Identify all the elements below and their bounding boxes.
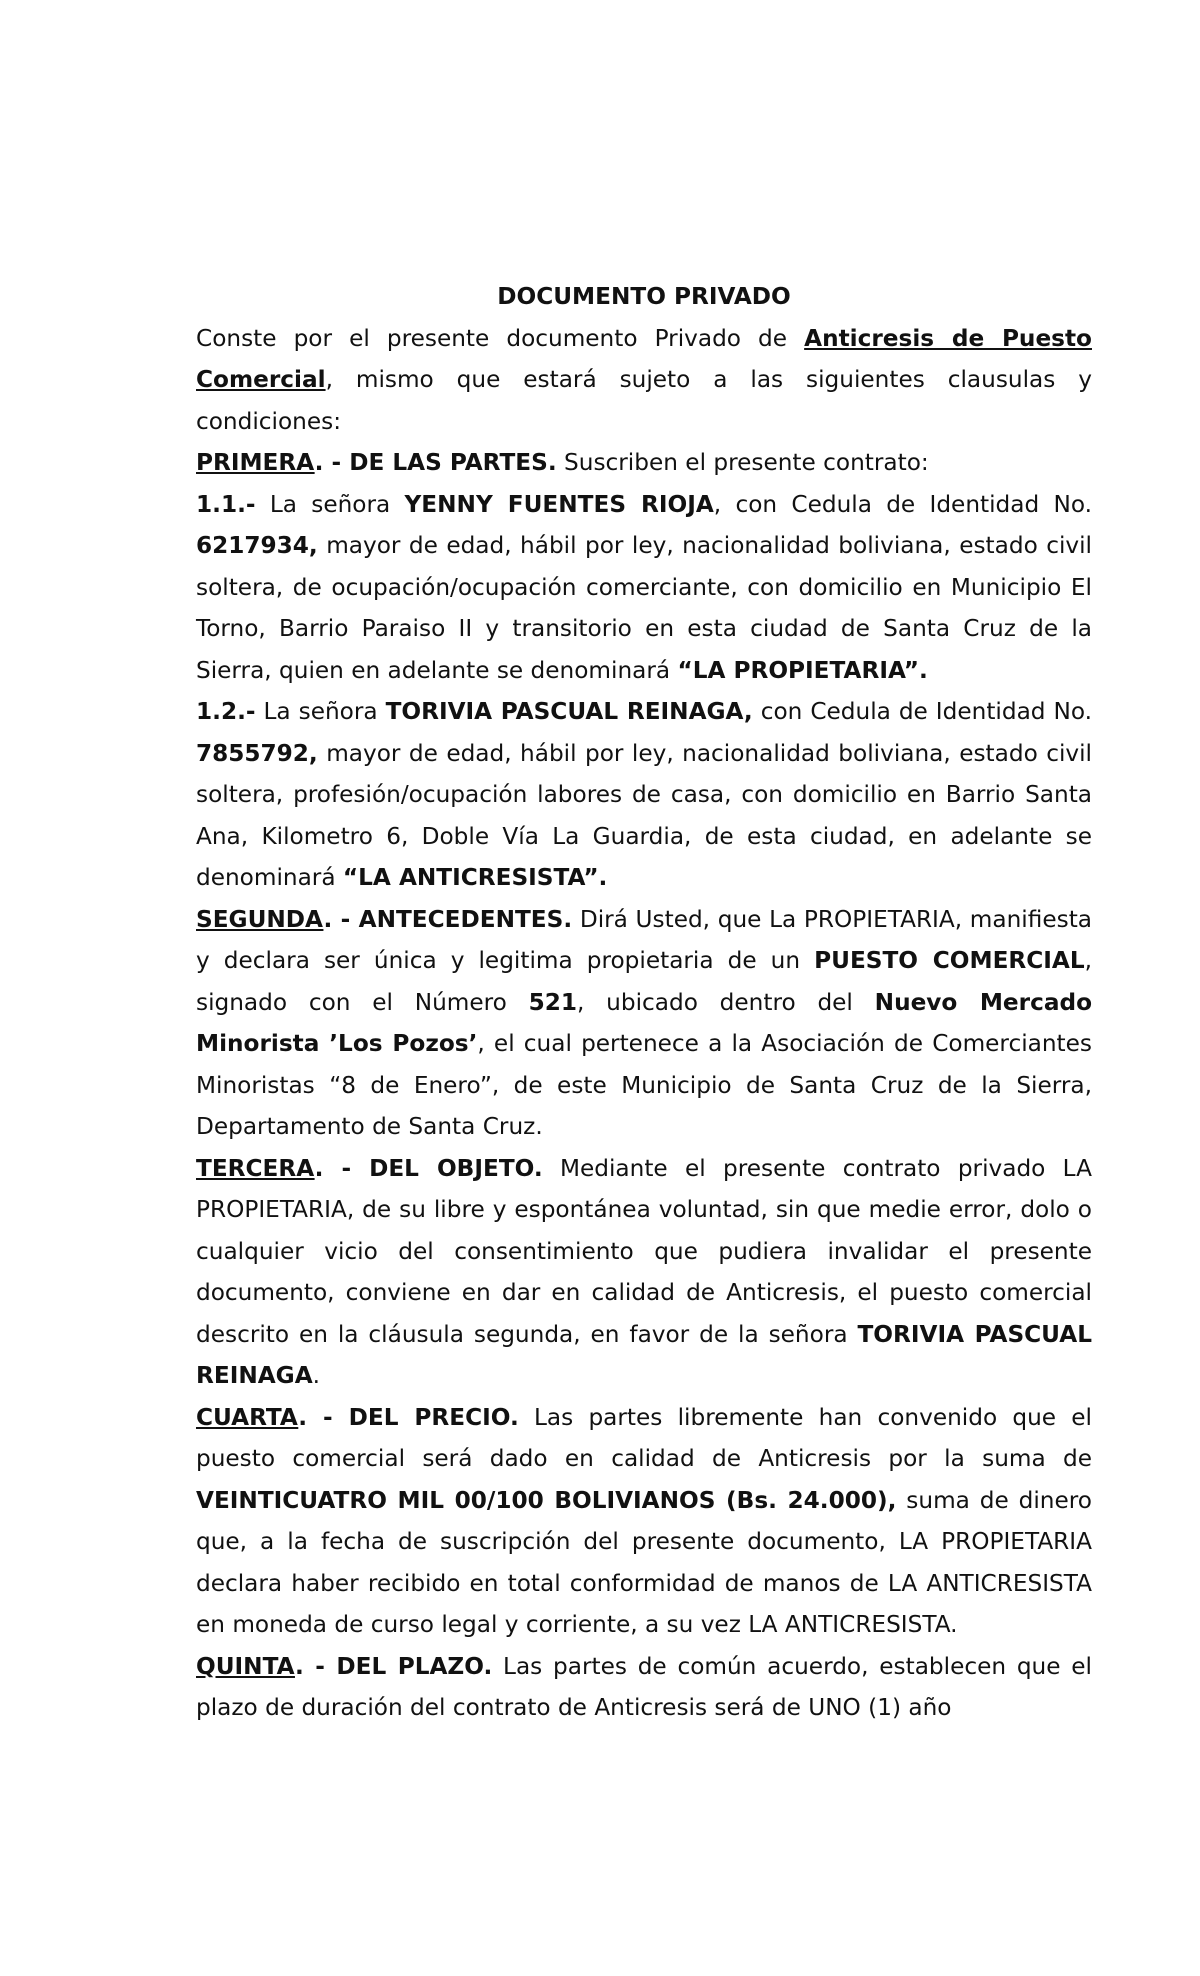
clause-label: PRIMERA	[196, 449, 315, 476]
clause-text: , el cual pertenece a la Asociación de Comerciantes Minoristas “8 de Enero”, de este Municipio de Santa Cruz de la Sierra, Departamento de Santa Cruz.	[196, 1030, 1092, 1140]
clause-text: Las partes de común acuerdo, establecen que el plazo de duración del contrato de Anticresis será de UNO (1) año	[196, 1652, 1092, 1721]
clause-text: La señora	[255, 698, 386, 725]
clause-segunda	[196, 899, 1092, 1148]
clause-heading: . - DEL PRECIO.	[298, 1403, 519, 1431]
intro-text: Conste por el presente documento Privado de	[196, 324, 805, 352]
intro-text: , mismo que estará sujeto a las siguientes clausulas y condiciones:	[196, 366, 1092, 435]
intro-paragraph	[196, 318, 1092, 443]
clause-label: SEGUNDA	[196, 905, 324, 933]
clause-text: con Cedula de Identidad No.	[752, 698, 1092, 725]
clause-text: suma de dinero que, a la fecha de suscripción del presente documento, LA PROPIETARIA declara haber recibido en total conformidad de manos de LA ANTICRESISTA en moneda de curso legal y corriente, a su vez LA ANTICRESISTA.	[196, 1486, 1092, 1638]
contract-type: Anticresis de Puesto Comercial	[196, 324, 1092, 393]
emphasis-text: PUESTO COMERCIAL	[814, 947, 1085, 974]
clause-text: Dirá Usted, que La PROPIETARIA, manifiesta y declara ser única y legitima propietaria de un	[196, 905, 1092, 974]
clause-text: mayor de edad, hábil por ley, nacionalidad boliviana, estado civil soltera, profesión/ocupación labores de casa, con domicilio en Barrio Santa Ana, Kilometro 6, Doble Vía La Guardia, de esta ciudad, en adelante se denominará	[196, 739, 1092, 891]
clause-text: Mediante el presente contrato privado LA PROPIETARIA, de su libre y espontánea voluntad, sin que medie error, dolo o cualquier vicio del consentimiento que pudiera invalidar el presente documento, conviene en dar en calidad de Anticresis, el puesto comercial descrito en la cláusula segunda, en favor de la señora	[196, 1154, 1092, 1348]
clause-heading: . - DEL PLAZO.	[294, 1652, 493, 1680]
clause-1-2	[196, 691, 1092, 899]
item-number: 1.2.-	[196, 698, 256, 725]
id-number: 7855792,	[196, 739, 318, 767]
party-role: “LA PROPIETARIA”.	[677, 656, 928, 684]
clause-text: , signado con el Número	[196, 947, 1093, 1016]
clause-tercera	[196, 1148, 1092, 1397]
emphasis-text: 521	[528, 988, 578, 1016]
clause-label: QUINTA	[196, 1652, 295, 1680]
emphasis-text: VEINTICUATRO MIL 00/100 BOLIVIANOS (Bs. 24.000),	[196, 1486, 897, 1514]
clause-text: mayor de edad, hábil por ley, nacionalidad boliviana, estado civil soltera, de ocupación/ocupación comerciante, con domicilio en Municipio El Torno, Barrio Paraiso II y transitorio en esta ciudad de Santa Cruz de la Sierra, quien en adelante se denominará	[196, 532, 1092, 684]
clause-text: Suscriben el presente contrato:	[556, 449, 929, 476]
clause-heading: . - DE LAS PARTES.	[314, 449, 557, 476]
clause-1-1	[196, 484, 1092, 692]
emphasis-text: TORIVIA PASCUAL REINAGA	[196, 1320, 1092, 1389]
clause-text: Las partes libremente han convenido que el puesto comercial será dado en calidad de Anticresis por la suma de	[196, 1403, 1092, 1472]
clause-quinta	[196, 1646, 1092, 1729]
id-number: 6217934,	[196, 532, 318, 559]
clause-text: , con Cedula de Identidad No.	[713, 490, 1092, 518]
document-page	[196, 276, 1092, 1729]
clause-primera	[196, 442, 1092, 484]
clause-heading: . - ANTECEDENTES.	[323, 905, 573, 933]
clause-text: , ubicado dentro del	[577, 988, 875, 1016]
emphasis-text: Nuevo Mercado Minorista ’Los Pozos’	[196, 988, 1092, 1057]
clause-heading: . - DEL OBJETO.	[314, 1154, 543, 1182]
clause-label: TERCERA	[196, 1154, 315, 1182]
clause-text: La señora	[255, 490, 405, 518]
document-title: DOCUMENTO PRIVADO	[497, 283, 791, 310]
clause-label: CUARTA	[196, 1403, 299, 1431]
party-role: “LA ANTICRESISTA”.	[342, 864, 608, 891]
clause-text: .	[312, 1362, 321, 1389]
item-number: 1.1.-	[196, 490, 256, 518]
party-name: TORIVIA PASCUAL REINAGA,	[385, 698, 753, 725]
party-name: YENNY FUENTES RIOJA	[404, 490, 714, 518]
clause-cuarta	[196, 1397, 1092, 1646]
